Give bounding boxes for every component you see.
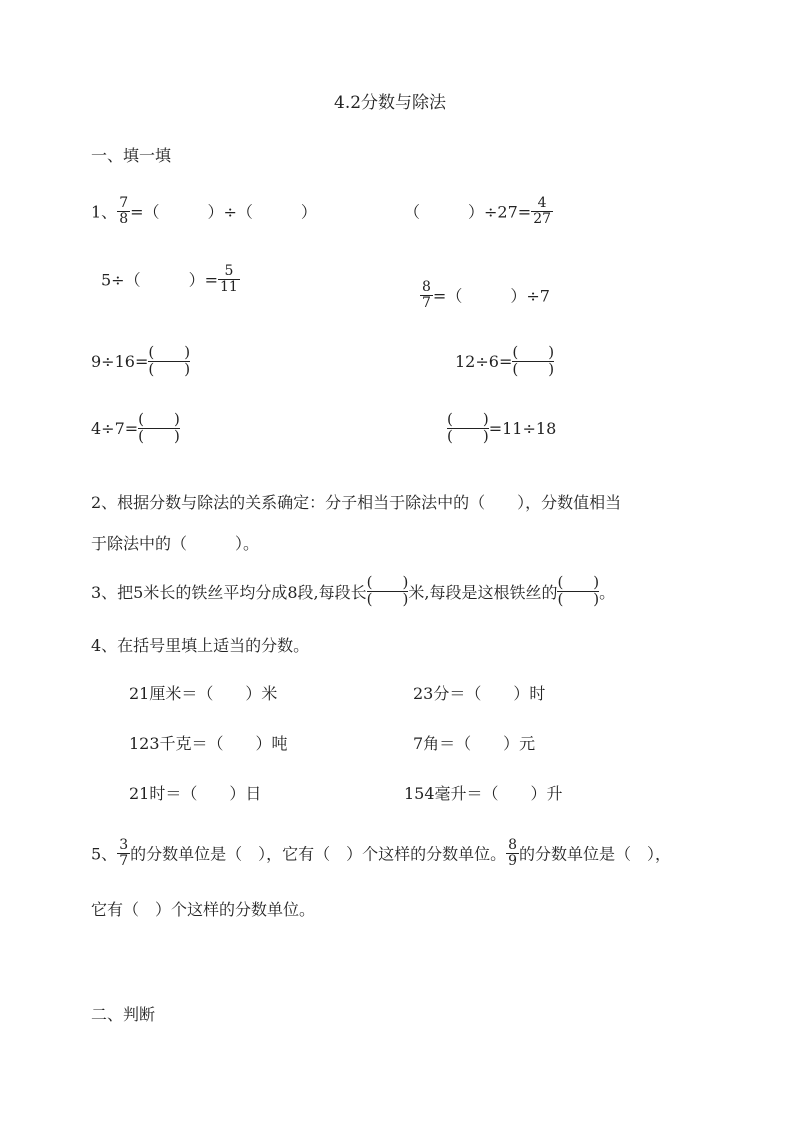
fraction: $\frac{8}{9}$	[508, 837, 518, 869]
section2-heading: 二、判断	[91, 1005, 156, 1024]
q5-line2: 它有（ ）个这样的分数单位。	[91, 900, 316, 919]
blank-fraction: ( ) ( )	[148, 343, 191, 378]
q4-item: 7角＝（ ）元	[413, 734, 536, 753]
fraction: $\frac{5}{11}$	[220, 263, 238, 295]
blank-fraction: ( ) ( )	[138, 410, 180, 445]
q4-item: 23分＝（ ）时	[413, 684, 546, 703]
q5-line1: 5、 $\frac{3}{7}$ 的分数单位是（ ），它有（ ）个这样的分数单位。 $\frac{8}{9}$ 的分数单位是（ ），	[91, 837, 672, 869]
q1-number: 1、	[91, 202, 118, 222]
q4-item: 21时＝（ ）日	[129, 784, 262, 803]
q4-item: 21厘米＝（ ）米	[129, 684, 278, 703]
q1-item-h: ( ) ( ) =11÷18	[447, 410, 557, 445]
q3: 3、把5米长的铁丝平均分成8段,每段长 ( ) ( ) 米,每段是这根铁丝的 ( ) ( ) 。	[91, 573, 616, 608]
fraction: $\frac{3}{7}$	[119, 837, 129, 869]
fraction: $\frac{8}{7}$	[422, 279, 431, 311]
q1-item-f: 12÷6= ( ) ( )	[455, 343, 555, 378]
q1-item-c: 5÷（ ）= $\frac{5}{11}$	[101, 263, 238, 295]
q1-item-a: 1、 $\frac{7}{8}$ =（ ）÷（ ）	[91, 195, 317, 227]
q2-line1: 2、根据分数与除法的关系确定：分子相当于除法中的（ ），分数值相当	[91, 493, 622, 512]
q4-item: 154毫升＝（ ）升	[404, 784, 563, 803]
section1-heading: 一、填一填	[91, 146, 172, 165]
blank-fraction: ( ) ( )	[447, 410, 489, 445]
page-title: 4.2分数与除法	[334, 93, 447, 113]
q1-item-g: 4÷7= ( ) ( )	[91, 410, 180, 445]
blank-fraction: ( ) ( )	[366, 573, 409, 608]
q2-line2: 于除法中的（ ）。	[91, 534, 260, 553]
fraction: $\frac{4}{27}$	[533, 195, 552, 227]
blank-fraction: ( ) ( )	[512, 343, 555, 378]
q1-item-d: $\frac{8}{7}$ =（ ）÷7	[422, 279, 550, 311]
q1-item-b: （ ）÷27= $\frac{4}{27}$	[404, 195, 552, 227]
blank-fraction: ( ) ( )	[557, 573, 600, 608]
q4-text: 4、在括号里填上适当的分数。	[91, 636, 310, 655]
q4-item: 123千克＝（ ）吨	[129, 734, 288, 753]
q1-item-e: 9÷16= ( ) ( )	[91, 343, 191, 378]
fraction: $\frac{7}{8}$	[119, 195, 129, 227]
